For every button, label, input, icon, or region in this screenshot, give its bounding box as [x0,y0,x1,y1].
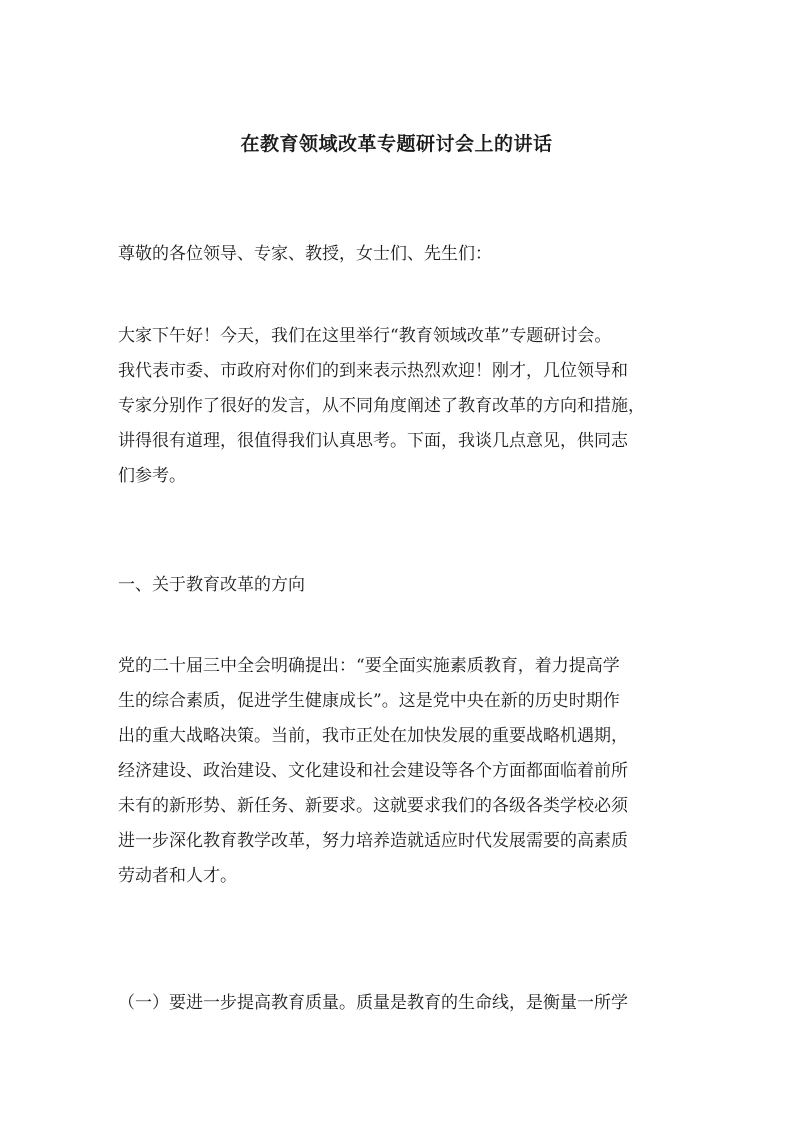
intro-line: 大家下午好！今天，我们在这里举行“教育领域改革”专题研讨会。 [118,326,612,346]
subsection-paragraph: （一）要进一步提高教育质量。质量是教育的生命线，是衡量一所学 [118,993,628,1013]
section1-line: 进一步深化教育教学改革，努力培养造就适应时代发展需要的高素质 [118,831,628,851]
salutation: 尊敬的各位领导、专家、教授，女士们、先生们： [118,244,492,264]
section1-line: 生的综合素质，促进学生健康成长”。这是党中央在新的历史时期作 [118,691,620,711]
section-heading: 一、关于教育改革的方向 [118,575,305,595]
intro-paragraph [118,319,690,494]
section1-line: 未有的新形势、新任务、新要求。这就要求我们的各级各类学校必须 [118,796,628,816]
section1-line: 党的二十届三中全会明确提出：“要全面实施素质教育，着力提高学 [118,656,620,676]
intro-line: 讲得很有道理，很值得我们认真思考。下面，我谈几点意见，供同志 [118,431,628,451]
document-title: 在教育领域改革专题研讨会上的讲话 [240,133,553,155]
section1-paragraph [118,649,690,894]
section1-line: 经济建设、政治建设、文化建设和社会建设等各个方面都面临着前所 [118,761,628,781]
intro-line: 我代表市委、市政府对你们的到来表示热烈欢迎！刚才，几位领导和 [118,361,628,381]
section1-line: 劳动者和人才。 [118,866,237,886]
intro-line: 专家分别作了很好的发言，从不同角度阐述了教育改革的方向和措施， [118,396,645,416]
intro-line: 们参考。 [118,466,186,486]
section1-line: 出的重大战略决策。当前，我市正处在加快发展的重要战略机遇期， [118,726,628,746]
